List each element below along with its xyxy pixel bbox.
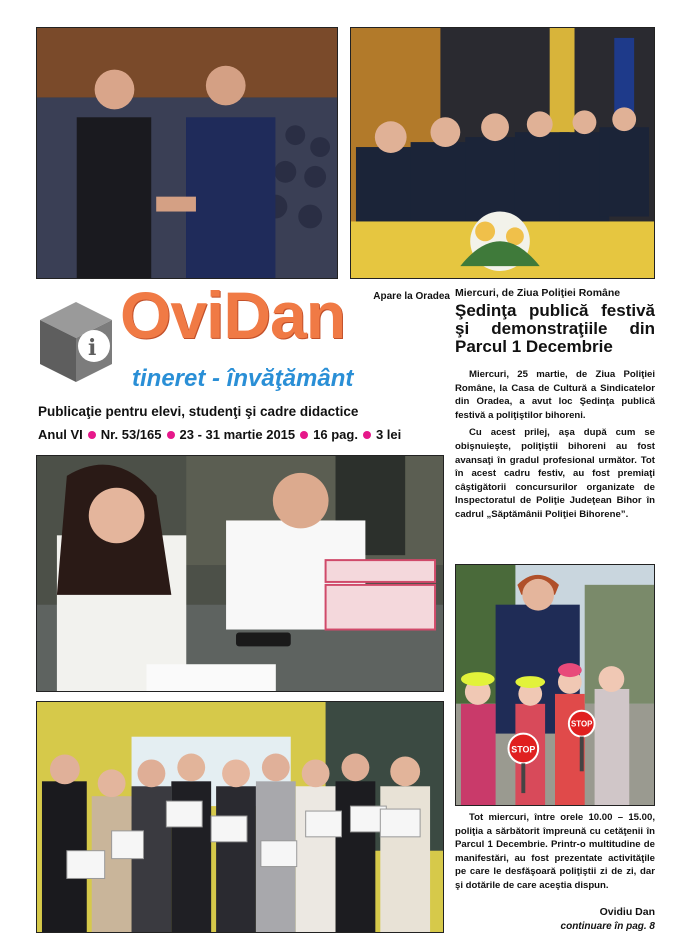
article-kicker: Miercuri, de Ziua Poliţiei Române bbox=[455, 287, 621, 299]
masthead-title: OviDan bbox=[120, 278, 346, 352]
bullet-icon bbox=[363, 431, 371, 439]
article-paragraph: Miercuri, 25 martie, de Ziua Poliţiei Române, la Casa de Cultură a Sindicatelor din Oradea, a avut loc Şedinţa publică festivă a poliţiştilor bihoreni. bbox=[455, 369, 655, 421]
photo-officer-children bbox=[455, 564, 655, 806]
photo-students-diplomas bbox=[36, 701, 444, 933]
article-author: Ovidiu Dan bbox=[599, 906, 655, 918]
issue-dates: 23 - 31 martie 2015 bbox=[179, 427, 296, 442]
photo-signing bbox=[36, 455, 444, 692]
bullet-icon bbox=[167, 431, 175, 439]
photo-ceremony-handshake bbox=[36, 27, 338, 279]
issue-pages: 16 pag. bbox=[313, 427, 358, 442]
stop-sign-text: STOP bbox=[571, 719, 593, 729]
logo-cube-icon bbox=[36, 298, 116, 390]
article-body bbox=[455, 368, 655, 526]
issue-info bbox=[38, 427, 401, 442]
masthead-subtitle: tineret - învăţământ bbox=[132, 365, 354, 392]
issue-year: Anul VI bbox=[38, 427, 83, 442]
issue-number: Nr. 53/165 bbox=[100, 427, 162, 442]
issue-price: 3 lei bbox=[375, 427, 402, 442]
photo-officials-table bbox=[350, 27, 655, 279]
stop-sign-text: STOP bbox=[511, 744, 536, 755]
article-headline: Şedinţa publică festivă şi demonstraţiile din Parcul 1 Decembrie bbox=[455, 301, 655, 356]
bullet-icon bbox=[300, 431, 308, 439]
article-paragraph: Cu acest prilej, aşa după cum se obişnuieşte, poliţiştii bihoreni au fost avansaţi în gradul profesional următor. Tot în acest cadru festiv, au fost premiaţi câştigătorii concursurilor organizate de Inspectoratul de Poliţie Judeţean Bihor în cadrul „Săptămânii Poliţiei Bihorene”. bbox=[455, 427, 655, 520]
svg-text:i: i bbox=[88, 335, 97, 361]
masthead-tagline: Publicaţie pentru elevi, studenţi şi cadre didactice bbox=[38, 404, 359, 419]
bullet-icon bbox=[88, 431, 96, 439]
continuation-link[interactable]: continuare în pag. 8 bbox=[560, 921, 655, 932]
article-paragraph: Tot miercuri, între orele 10.00 – 15.00, poliţia a sărbătorit împreună cu cetăţenii în Parcul 1 Decembrie. Printr-o multitudine de manifestări, au fost prezentate activităţile pe care le desfăşoară poliţiştii zi de zi, dar şi dotările de care aceştia dispun. bbox=[455, 812, 655, 891]
edition-note: Apare la Oradea bbox=[373, 291, 450, 302]
